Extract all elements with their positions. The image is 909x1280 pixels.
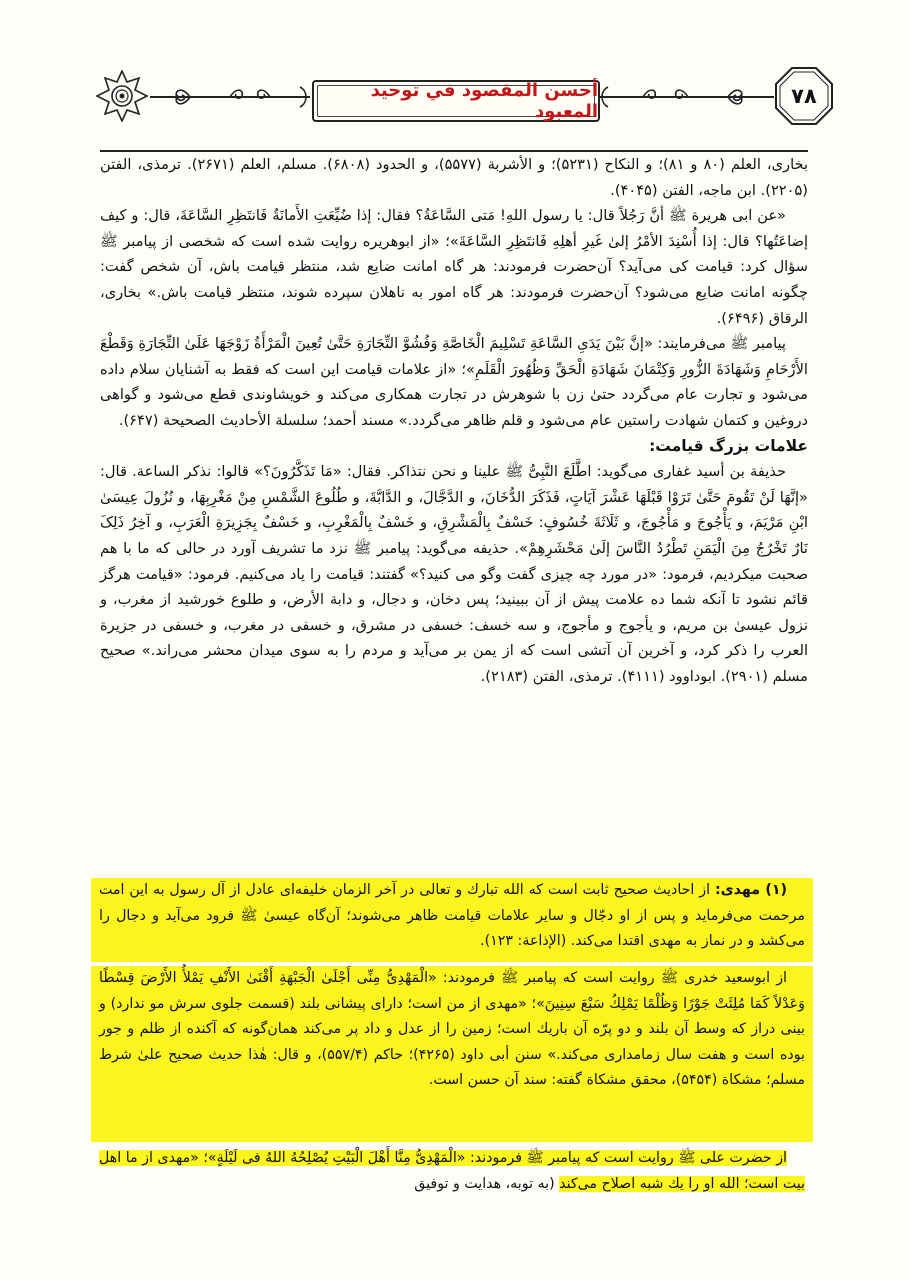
star-rosette-icon [96,70,148,122]
footnote-label: (۱) مهدی: [714,882,787,898]
paragraph-references: بخاری، العلم (۸۰ و ۸۱)؛ و النکاح (۵۲۳۱)؛ و الأشربة (۵۵۷۷)، و الحدود (۶۸۰۸). مسلم، العلم (۲۶۷۱). ترمذی، الفتن (۲۲۰۵). ابن ماجه، الفتن (۴۰۴۵). [100,156,809,199]
page-number: ۷۸ [791,84,817,108]
paragraph-major-signs: حذیفة بن أسید غفاری می‌گوید: اطَّلَعَ النَّبِیُّ ﷺ علینا و نحن نتذاکر. فقال: «مَا تَذَکَّرُونَ؟» قالوا: نذکر الساعة. قال: «إنَّهَا لَنْ تَقُومَ حَتَّیٰ تَرَوْا قَبْلَهَا عَشْرَ آیَاتٍ، فَذَکَرَ الدُّخَانَ، و الدَّجَّالَ، و الدَّابَّةَ، و طُلُوعَ الشَّمْسِ مِنْ مَغْرِبِهَا، و نُزُولَ عِیسَیٰ ابْنِ مَرْیَمَ، و یَأْجُوجَ و مَأْجُوجَ، و ثَلَاثَةَ خُسُوفٍ: خَسْفٌ بِالْمَشْرِقِ، و خَسْفٌ بِالْمَغْرِبِ، و خَسْفٌ بِجَزِیرَةِ الْعَرَبِ، و آخِرُ ذَلِکَ نَارٌ تَخْرُجُ مِنَ الْیَمَنِ تَطْرُدُ النَّاسَ إلَیٰ مَحْشَرِهِمْ». حذیفه می‌گوید: پیامبر ﷺ نزد ما تشریف آورد در حالی که ما با هم صحبت میکردیم، فرمود: «در مورد چه چیزی گفت وگو می کنید؟» گفتند: قیامت را یاد می‌کنیم. فرمود: «قیامت هرگز قائم نشود تا آنکه شما ده علامت پیش از آن ببینید؛ پس دخان، و دجال، و دابة الأرض، و طلوع خورشید از مغرب، و نزول عیسیٰ بن مریم، و یأجوج و مأجوج، و سه خسف: خسفی در مشرق، و خسفی در مغرب، و خسفی در جزیرة العرب را ذکر کرد، و آخرین آن آتشی است که از یمن بر می‌آید و مردم را به سوی میدان محشر می‌راند.» صحیح مسلم (۲۹۰۱). ابوداوود (۴۱۱۱). ترمذی، الفتن (۲۱۸۳). [100,463,808,685]
main-text [100,152,808,689]
footnote-abusaeed [91,966,813,1142]
footnote-highlighted-text: از حضرت علی ﷺ روایت است که پیامبر ﷺ فرمودند: «الْمَهْدِیُّ مِنَّا أَهْلَ الْبَیْتِ یُصْلِحُهُ اللهُ فی لَیْلَةٍ»؛ «مهدی از ما اهل بیت است؛ الله او را یك شبه اصلاح می‌کند [99,1150,805,1192]
footnote-text: از احادیث صحیح ثابت است که الله تبارك و تعالی در آخر الزمان خلیفه‌ای عادل از آل رسول به این امت مرحمت می‌فرماید و پس از او دجّال و سایر علامات قیامت ظاهر می‌شوند؛ آن‌گاه عیسیٰ ﷺ فرود می‌آید و دجال را می‌کشد و در نماز به مهدی اقتدا می‌کند. (الإذاعة: ۱۲۳). [99,882,805,950]
page-header [90,68,818,128]
paragraph-hadith-amanah: «عن ابی هریرة ﷺ أنَّ رَجُلاً قال: یا رسول اللهِ! مَتی السَّاعَةُ؟ فقال: إذا ضُیِّعَتِ الأَمانَةُ فَانتَظِرِ السَّاعَةَ، قال: و کیف إضاعَتُها؟ قال: إذا أُسْنِدَ الأمْرُ إلیٰ غَیرِ أهلِهِ فَانتَظِرِ السَّاعَةَ»؛ «از ابوهریره روایت شده است که شخصی از پیامبر ﷺ سؤال کرد: قیامت کی می‌آید؟ آن‌حضرت فرمودند: هر گاه امانت ضایع شد، منتظر قیامت باش، آن شخص گفت: چگونه امانت ضایع می‌شود؟ آن‌حضرت فرمودند: هر گاه امور به ناهلان سپرده شوند، منتظر قیامت باش.» بخاری، الرقاق (۶۴۹۶). [100,207,808,327]
right-ornament-icon [598,84,774,114]
running-title: أحسن المقصود في توحيد المعبود [370,80,598,122]
left-ornament-icon [150,84,310,114]
page-number-frame [774,66,834,126]
running-title-box [312,80,600,122]
section-heading: علامات بزرگ قیامت: [649,436,808,455]
footnote-ali [91,1146,813,1230]
footnote-mahdi [91,878,813,962]
footnote-text: (به توبه، هدایت و توفیق [414,1175,560,1192]
footnote-text: از ابوسعید خدری ﷺ روایت است که پیامبر ﷺ فرمودند: «الْمَهْدِیُّ مِنِّی أَجْلَیٰ الْجَبْهَةِ أَقْنَیٰ الأَنْفِ یَمْلأُ الأَرْضَ قِسْطًا وَعَدْلاً کَمَا مُلِئَتْ جَوْرًا وَظُلْمًا یَمْلِكُ سَبْعَ سِنِینَ»؛ «مهدی از من است؛ دارای پیشانی بلند (قسمت جلوی سرش مو ندارد) و بینی دراز که وسط آن بلند و دو پرّه آن باریك است؛ زمین را از عدل و داد پر می‌کند همان‌گونه که آکنده از ظلم و جور بوده است و هفت سال زمامداری می‌کند.» سنن أبی داود (۴۲۶۵)؛ حاکم (۵۵۷/۴)، و قال: هٰذا حدیث صحیح علیٰ شرط مسلم؛ مشکاة (۵۴۵۴)، محقق مشکاة گفته: سند آن حسن است. [99,970,806,1089]
paragraph-hadith-signs: پیامبر ﷺ می‌فرمایند: «إنَّ بَیْنَ یَدَیِ السَّاعَةِ تَسْلِیمَ الْخَاصَّةِ وَفُشُوَّ التِّجَارَةِ حَتَّیٰ تُعِینَ الْمَرْأَةُ زَوْجَهَا عَلَیٰ التِّجَارَةِ وَقَطْعَ الأَرْحَامِ وَشَهَادَةَ الزُّورِ وَکِتْمَانَ شَهَادَةِ الْحَقِّ وَظُهُورَ الْقَلَمِ»؛ «از علامات قیامت این است که فقط به آشنایان سلام داده می‌شود و تجارت عام می‌گردد حتیٰ زن با شوهرش در تجارت همکاری می‌کند و خویشاوندی قطع می‌شود و گواهی دروغین و کتمان شهادت راستین عام می‌شود و قلم ظاهر می‌گردد.» مسند أحمد؛ سلسلة الأحادیث الصحیحة (۶۴۷). [100,335,808,429]
